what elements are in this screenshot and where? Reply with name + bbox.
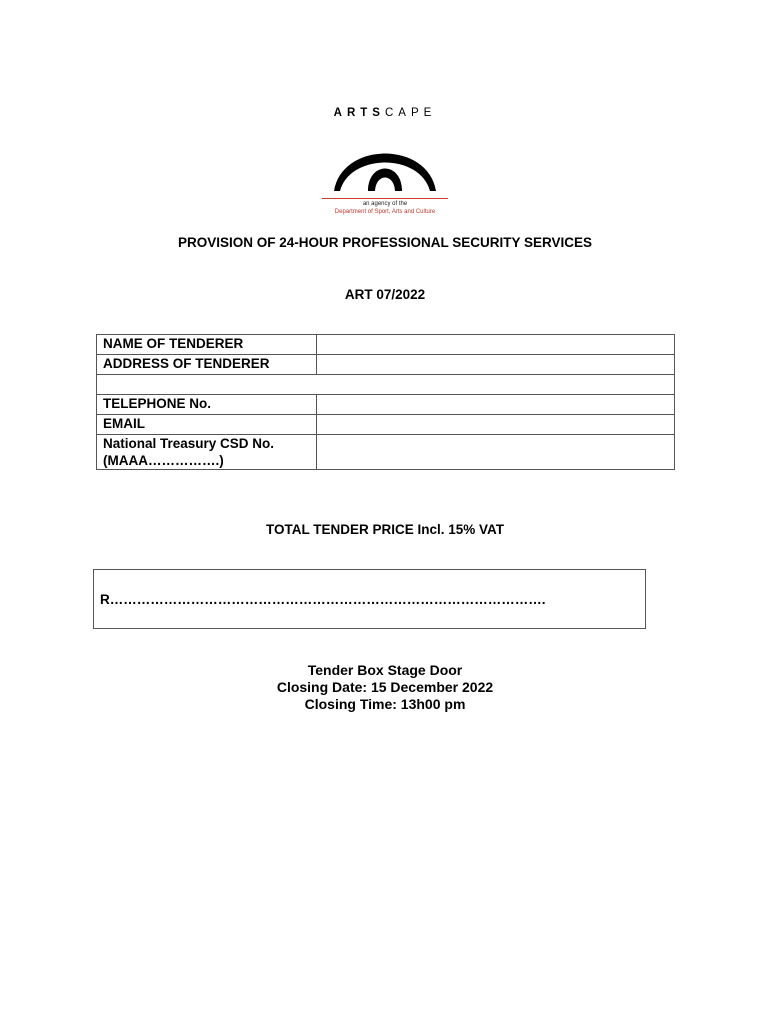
address-field[interactable] (317, 355, 675, 375)
artscape-logo (310, 105, 460, 220)
table-row (97, 395, 675, 415)
price-field: R……………………………………………………………………………………. (100, 592, 546, 607)
tender-box-location: Tender Box Stage Door (307, 662, 463, 678)
logo-department: Department of Sport, Arts and Culture (334, 209, 436, 215)
logo-wordmark (310, 107, 460, 119)
tender-reference: ART 07/2022 (344, 287, 426, 302)
document-title: PROVISION OF 24-HOUR PROFESSIONAL SECURITY SERVICES (177, 235, 593, 250)
closing-info (0, 662, 770, 713)
logo-divider (322, 198, 448, 199)
logo-word-bold: ARTS (333, 107, 385, 119)
table-row (97, 375, 675, 395)
table-row (97, 415, 675, 435)
table-row (97, 435, 675, 470)
arch-logo-icon (332, 131, 438, 195)
csd-label-line2: (MAAA…………….) (103, 453, 224, 468)
email-field[interactable] (317, 415, 675, 435)
csd-label-line1: National Treasury CSD No. (103, 436, 275, 451)
email-label: EMAIL (97, 415, 317, 435)
tenderer-details-table (96, 334, 675, 470)
total-price-heading: TOTAL TENDER PRICE Incl. 15% VAT (265, 522, 505, 537)
address-label: ADDRESS OF TENDERER (97, 355, 317, 375)
csd-label (97, 435, 317, 470)
closing-time: Closing Time: 13h00 pm (304, 696, 466, 712)
logo-tagline: an agency of the (362, 201, 408, 207)
telephone-label: TELEPHONE No. (97, 395, 317, 415)
table-row (97, 355, 675, 375)
table-row (97, 335, 675, 355)
price-box[interactable] (93, 569, 646, 629)
name-field[interactable] (317, 335, 675, 355)
closing-date: Closing Date: 15 December 2022 (276, 679, 494, 695)
address-continuation-field[interactable] (97, 375, 675, 395)
logo-word-light: CAPE (384, 107, 437, 119)
telephone-field[interactable] (317, 395, 675, 415)
csd-field[interactable] (317, 435, 675, 470)
name-label: NAME OF TENDERER (97, 335, 317, 355)
